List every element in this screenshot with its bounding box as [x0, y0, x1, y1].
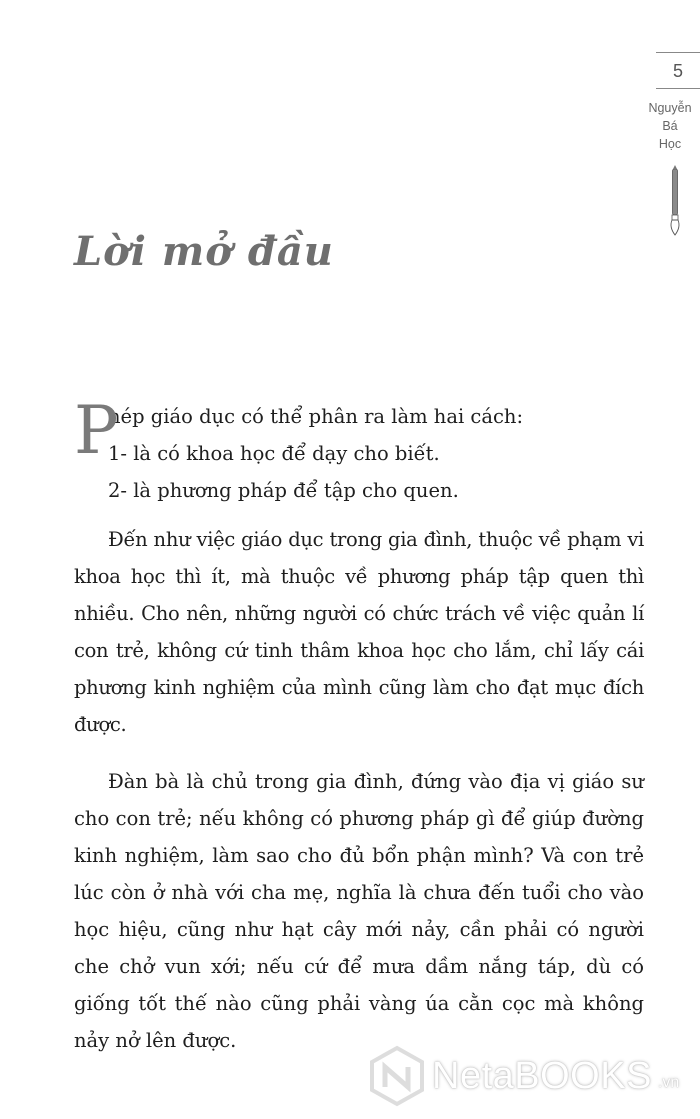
list-item: 2- là phương pháp để tập cho quen.	[108, 479, 459, 502]
paragraph: Đàn bà là chủ trong gia đình, đứng vào địa vị giáo sư cho con trẻ; nếu không có phương pháp gì để giúp đường kinh nghiệm, làm sao cho đủ bổn phận mình? Và con trẻ lúc còn ở nhà với cha mẹ, nghĩa là chưa đến tuổi cho vào học hiệu, cũng như hạt cây mới nảy, cần phải có người che chở vun xới; nếu cứ để mưa dầm nắng táp, dù có giống tốt thế nào cũng phải vàng úa cằn cọc mà không nảy nở lên được.	[74, 769, 644, 1052]
watermark-logo	[368, 1045, 679, 1107]
watermark-brand: NetaBOOKS	[432, 1054, 652, 1097]
author-line: Bá	[662, 119, 678, 133]
chapter-title: Lời mở đầu	[74, 228, 334, 275]
brush-icon	[668, 165, 682, 237]
chapter-body	[74, 392, 644, 1078]
page-number: 5	[672, 61, 683, 81]
watermark-tld: .vn	[657, 1074, 680, 1091]
opening-line: hép giáo dục có thể phân ra làm hai cách:	[108, 405, 524, 428]
bottom-rule	[656, 88, 700, 89]
page-sidebar	[630, 52, 700, 153]
drop-cap: P	[74, 392, 119, 469]
author-line: Học	[658, 137, 682, 151]
list-item: 1- là có khoa học để dạy cho biết.	[108, 442, 440, 465]
paragraph: Đến như việc giáo dục trong gia đình, thuộc về phạm vi khoa học thì ít, mà thuộc về phương pháp tập quen thì nhiều. Cho nên, những người có chức trách về việc quản lí con trẻ, không cứ tinh thâm khoa học cho lắm, chỉ lấy cái phương kinh nghiệm của mình cũng làm cho đạt mục đích được.	[74, 528, 644, 736]
netabooks-logo-icon	[368, 1045, 426, 1107]
author-name	[630, 99, 700, 153]
opening-block	[74, 392, 644, 509]
author-line: Nguyễn	[648, 101, 692, 115]
